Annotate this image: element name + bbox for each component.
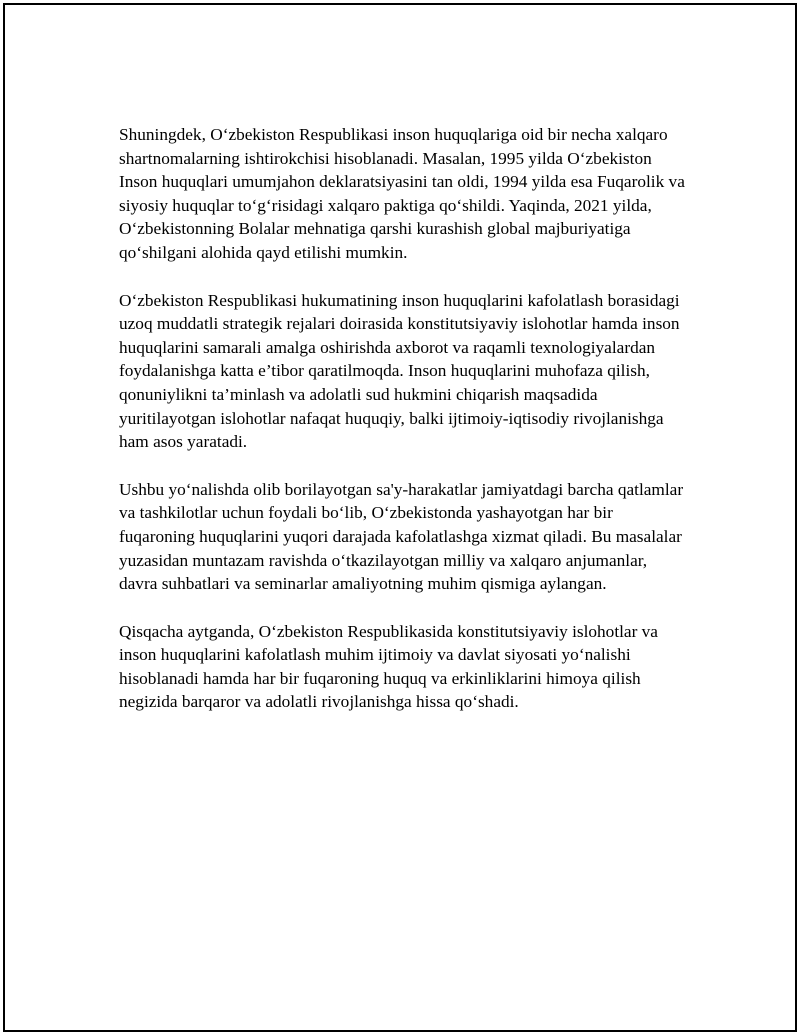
paragraph-3: Ushbu yo‘nalishda olib borilayotgan sa'y-harakatlar jamiyatdagi barcha qatlamlar va tashkilotlar uchun foydali bo‘lib, O‘zbekistonda yashayotgan har bir fuqaroning huquqlarini yuqori darajada kafolatlashga xizmat qiladi. Bu masalalar yuzasidan muntazam ravishda o‘tkazilayotgan milliy va xalqaro anjumanlar, davra suhbatlari va seminarlar amaliyotning muhim qismiga aylangan.	[119, 479, 684, 594]
paragraph-2: O‘zbekiston Respublikasi hukumatining inson huquqlarini kafolatlash borasidagi uzoq muddatli strategik rejalari doirasida konstitutsiyaviy islohotlar hamda inson huquqlarini samarali amalga oshirishda axborot va raqamli texnologiyalardan foydalanishga katta e’tibor qaratilmoqda. Inson huquqlarini muhofaza qilish, qonuniylikni ta’minlash va adolatli sud hukmini chiqarish maqsadida yuritilayotgan islohotlar nafaqat huquqiy, balki ijtimoiy-iqtisodiy rivojlanishga ham asos yaratadi.	[119, 290, 680, 452]
paragraph-4: Qisqacha aytganda, O‘zbekiston Respublikasida konstitutsiyaviy islohotlar va inson huquqlarini kafolatlash muhim ijtimoiy va davlat siyosati yo‘nalishi hisoblanadi hamda har bir fuqaroning huquq va erkinliklarini himoya qilish negizida barqaror va adolatli rivojlanishga hissa qo‘shadi.	[119, 621, 658, 712]
document-body	[119, 123, 689, 738]
paragraph-1: Shuningdek, O‘zbekiston Respublikasi inson huquqlariga oid bir necha xalqaro shartnomalarning ishtirokchisi hisoblanadi. Masalan, 1995 yilda O‘zbekiston Inson huquqlari umumjahon deklaratsiyasini tan oldi, 1994 yilda esa Fuqarolik va siyosiy huquqlar to‘g‘risidagi xalqaro paktiga qo‘shildi. Yaqinda, 2021 yilda, O‘zbekistonning Bolalar mehnatiga qarshi kurashish global majburiyatiga qo‘shilgani alohida qayd etilishi mumkin.	[119, 125, 685, 262]
document-page	[3, 3, 797, 1032]
